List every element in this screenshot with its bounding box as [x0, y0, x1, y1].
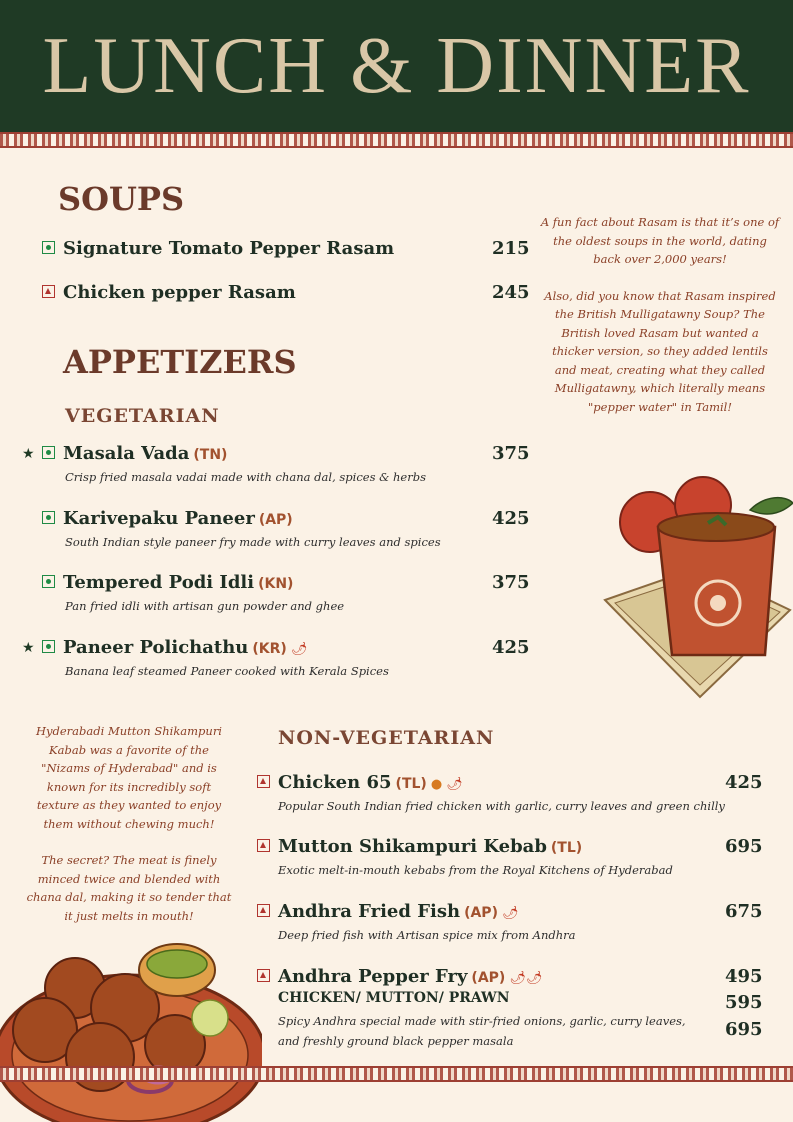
spice-dot-icon: ●	[430, 777, 443, 792]
nonveg-item-4	[257, 966, 717, 1051]
veg-icon	[42, 640, 55, 653]
soups-title: SOUPS	[58, 180, 185, 218]
item-name: Karivepaku Paneer	[63, 508, 255, 529]
chili-icon: 🌶	[290, 642, 308, 657]
item-subtitle: CHICKEN/ MUTTON/ PRAWN	[278, 990, 510, 1006]
decorative-border-top	[0, 132, 793, 148]
item-price: 375	[492, 572, 530, 593]
header-banner	[0, 0, 793, 132]
star-icon: ★	[22, 446, 35, 462]
item-name: Masala Vada	[63, 443, 190, 464]
veg-item-3	[42, 572, 482, 613]
item-name: Chicken 65	[278, 772, 392, 793]
note-paragraph: The secret? The meat is finely minced twice and blended with chana dal, making it so tender that it just melts in mouth!	[26, 853, 232, 923]
veg-icon	[42, 446, 55, 459]
rasam-cup-illustration	[600, 475, 793, 700]
region-tag: (TL)	[395, 776, 427, 792]
item-description: South Indian style paneer fry made with curry leaves and spices	[65, 535, 441, 549]
nonveg-item-1	[257, 772, 727, 813]
item-name: Mutton Shikampuri Kebab	[278, 836, 547, 857]
note-paragraph: Hyderabadi Mutton Shikampuri Kabab was a favorite of the "Nizams of Hyderabad" and is known for its incredibly soft texture as they wanted to enjoy them without chewing much!	[35, 724, 222, 831]
region-tag: (TN)	[193, 447, 228, 463]
veg-icon	[42, 511, 55, 524]
item-price: 675	[725, 901, 763, 922]
note-paragraph: A fun fact about Rasam is that it’s one of the oldest soups in the world, dating back over 2,000 years!	[540, 215, 780, 266]
chili-icon: 🌶	[501, 906, 519, 921]
region-tag: (KN)	[258, 576, 294, 592]
note-paragraph: Also, did you know that Rasam inspired the British Mulligatawny Soup? The British loved Rasam but wanted a thicker version, so they added lentils and meat, creating what they called Mulligatawny, which literally means "pepper water" in Tamil!	[544, 288, 776, 414]
item-price: 425	[725, 772, 763, 793]
item-name: Tempered Podi Idli	[63, 572, 255, 593]
veg-icon	[42, 575, 55, 588]
item-name: Andhra Fried Fish	[278, 901, 461, 922]
kebab-plate-illustration	[0, 940, 262, 1122]
veg-item-2	[42, 508, 482, 549]
item-description: Pan fried idli with artisan gun powder and ghee	[65, 599, 345, 613]
item-price: 375	[492, 443, 530, 464]
item-price: 215	[492, 238, 530, 259]
item-price: 695	[725, 836, 763, 857]
appetizers-title: APPETIZERS	[63, 343, 297, 381]
region-tag: (AP)	[258, 512, 293, 528]
item-description: Banana leaf steamed Paneer cooked with Kerala Spices	[65, 664, 389, 678]
vegetarian-title: VEGETARIAN	[65, 405, 220, 427]
veg-icon	[42, 241, 55, 254]
item-price: 595	[725, 992, 763, 1013]
nonveg-icon	[257, 904, 270, 917]
nonveg-icon	[42, 285, 55, 298]
decorative-border-bottom	[0, 1066, 793, 1082]
region-tag: (AP)	[464, 905, 498, 921]
item-name: Andhra Pepper Fry	[278, 966, 468, 987]
item-price: 245	[492, 282, 530, 303]
soup-item-2	[42, 282, 296, 303]
nonveg-item-3	[257, 901, 727, 942]
item-price: 425	[492, 508, 530, 529]
item-price: 425	[492, 637, 530, 658]
item-price: 695	[725, 1019, 763, 1040]
item-price: 495	[725, 966, 763, 987]
region-tag: (KR)	[252, 641, 287, 657]
description-line: and freshly ground black pepper masala	[278, 1034, 514, 1048]
kebab-fun-fact	[25, 722, 233, 925]
chili-icon: 🌶🌶	[509, 971, 543, 986]
item-description: Deep fried fish with Artisan spice mix from Andhra	[278, 928, 576, 942]
rasam-fun-fact	[540, 213, 780, 416]
nonveg-icon	[257, 775, 270, 788]
veg-item-1	[42, 443, 482, 484]
region-tag: (AP)	[471, 970, 506, 986]
item-description: Popular South Indian fried chicken with garlic, curry leaves and green chilly	[278, 799, 725, 813]
item-description	[278, 1011, 717, 1051]
region-tag: (TL)	[550, 840, 583, 856]
nonvegetarian-title: NON-VEGETARIAN	[278, 727, 495, 749]
item-description: Crisp fried masala vadai made with chana dal, spices & herbs	[65, 470, 426, 484]
nonveg-icon	[257, 839, 270, 852]
item-name: Signature Tomato Pepper Rasam	[63, 238, 395, 259]
description-line: Spicy Andhra special made with stir-fried onions, garlic, curry leaves,	[278, 1014, 686, 1028]
item-name: Paneer Polichathu	[63, 637, 249, 658]
soup-item-1	[42, 238, 394, 259]
item-description: Exotic melt-in-mouth kebabs from the Royal Kitchens of Hyderabad	[278, 863, 673, 877]
chili-icon: 🌶	[446, 777, 463, 792]
item-name: Chicken pepper Rasam	[63, 282, 296, 303]
nonveg-item-2	[257, 836, 727, 877]
veg-item-4	[42, 637, 482, 678]
star-icon: ★	[22, 640, 35, 656]
page-title: LUNCH & DINNER	[42, 21, 751, 110]
